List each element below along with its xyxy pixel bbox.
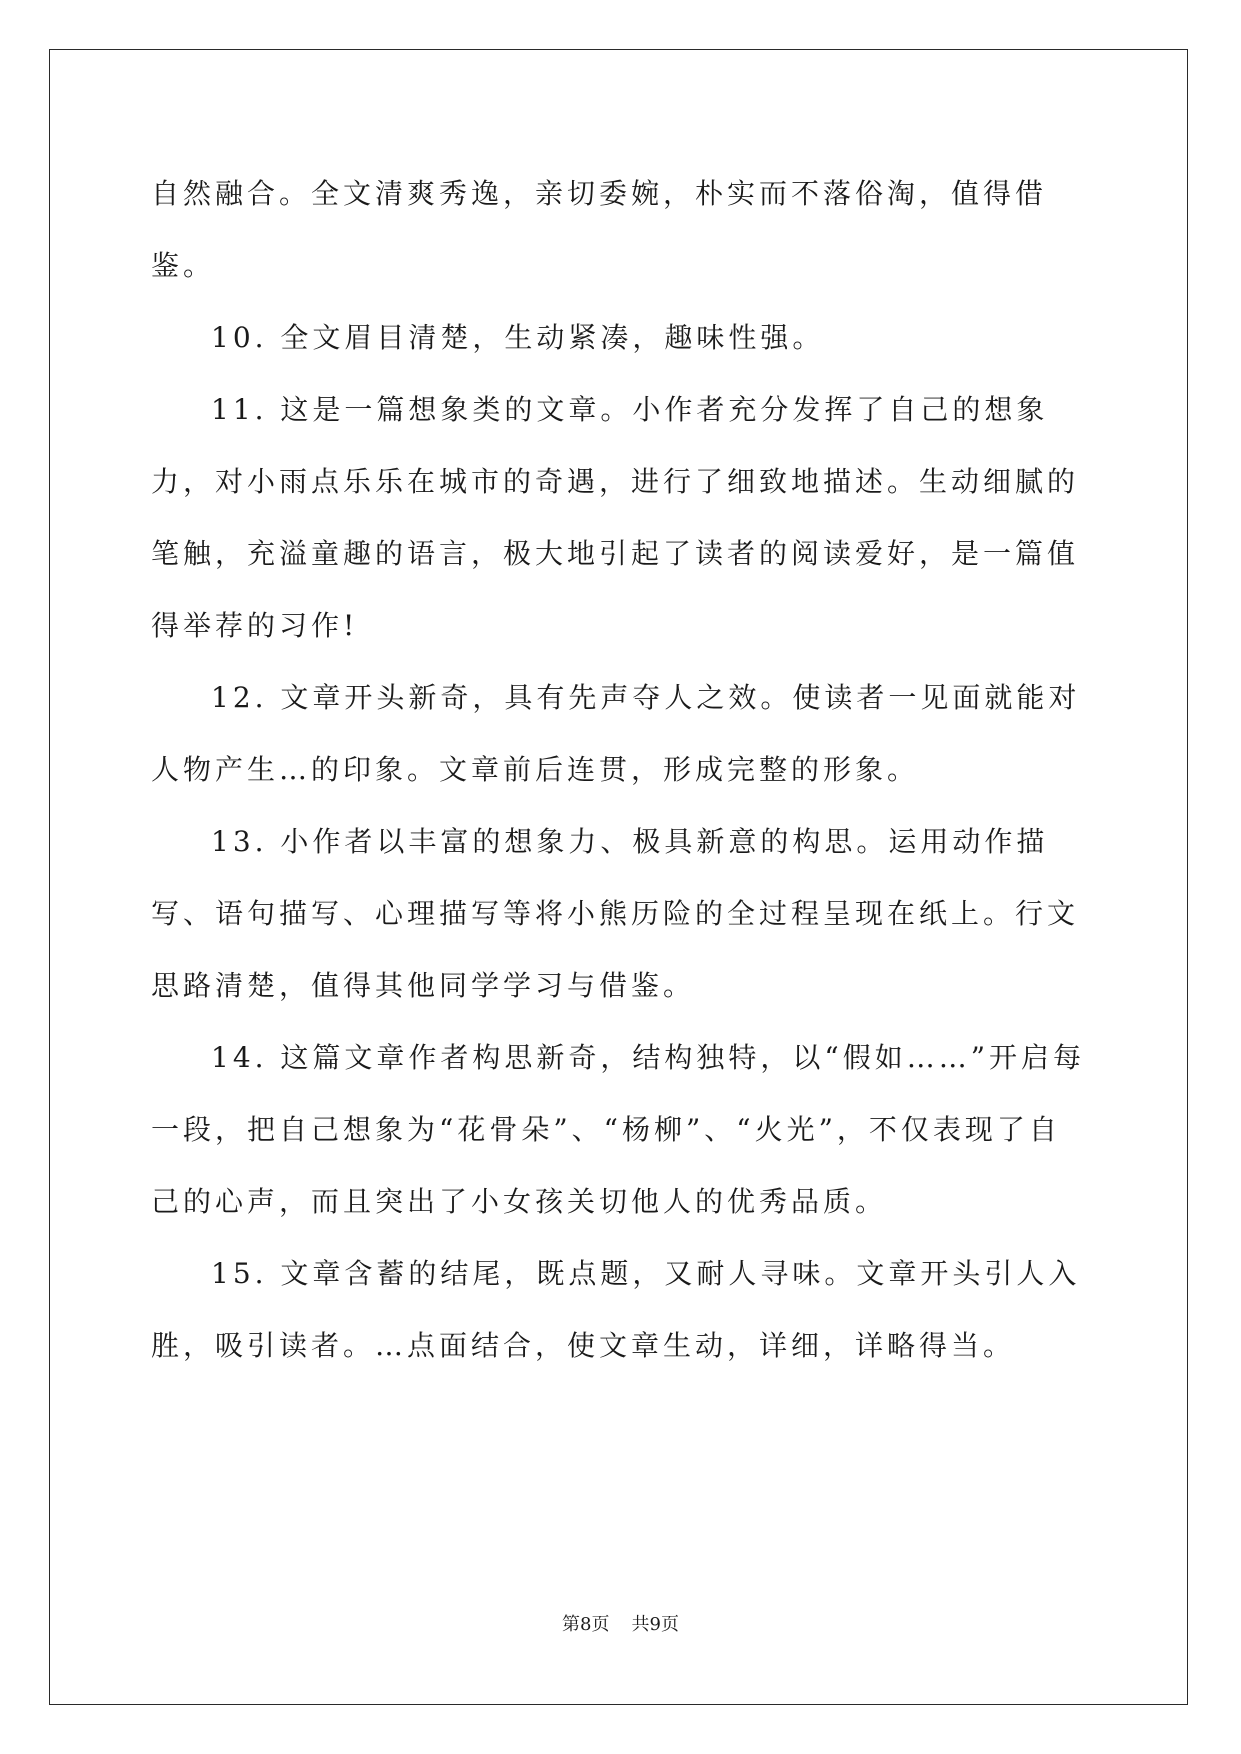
- paragraph-item-13: 13. 小作者以丰富的想象力、极具新意的构思。运用动作描写、语句描写、心理描写等将小熊历险的全过程呈现在纸上。行文思路清楚，值得其他同学学习与借鉴。: [151, 825, 1080, 1002]
- page-total: 共9页: [631, 1614, 679, 1635]
- paragraph-item-12: 12. 文章开头新奇，具有先声夺人之效。使读者一见面就能对人物产生…的印象。文章前后连贯，形成完整的形象。: [151, 681, 1081, 786]
- paragraph-continuation: 自然融合。全文清爽秀逸，亲切委婉，朴实而不落俗淘，值得借鉴。: [151, 177, 1048, 282]
- paragraph-item-10: 10. 全文眉目清楚，生动紧凑，趣味性强。: [211, 321, 825, 354]
- document-body: [151, 158, 1091, 1382]
- paragraph-item-11: 11. 这是一篇想象类的文章。小作者充分发挥了自己的想象力，对小雨点乐乐在城市的奇遇，进行了细致地描述。生动细腻的笔触，充溢童趣的语言，极大地引起了读者的阅读爱好，是一篇值得举荐的习作!: [151, 393, 1080, 642]
- paragraph-item-15: 15. 文章含蓄的结尾，既点题，又耐人寻味。文章开头引人入胜，吸引读者。…点面结合，使文章生动，详细，详略得当。: [151, 1257, 1081, 1362]
- page-footer: [0, 1610, 1241, 1636]
- paragraph-item-14: 14. 这篇文章作者构思新奇，结构独特，以“假如……”开启每一段，把自己想象为“花骨朵”、“杨柳”、“火光”，不仅表现了自己的心声，而且突出了小女孩关切他人的优秀品质。: [151, 1041, 1086, 1218]
- page-number: 第8页: [562, 1614, 610, 1635]
